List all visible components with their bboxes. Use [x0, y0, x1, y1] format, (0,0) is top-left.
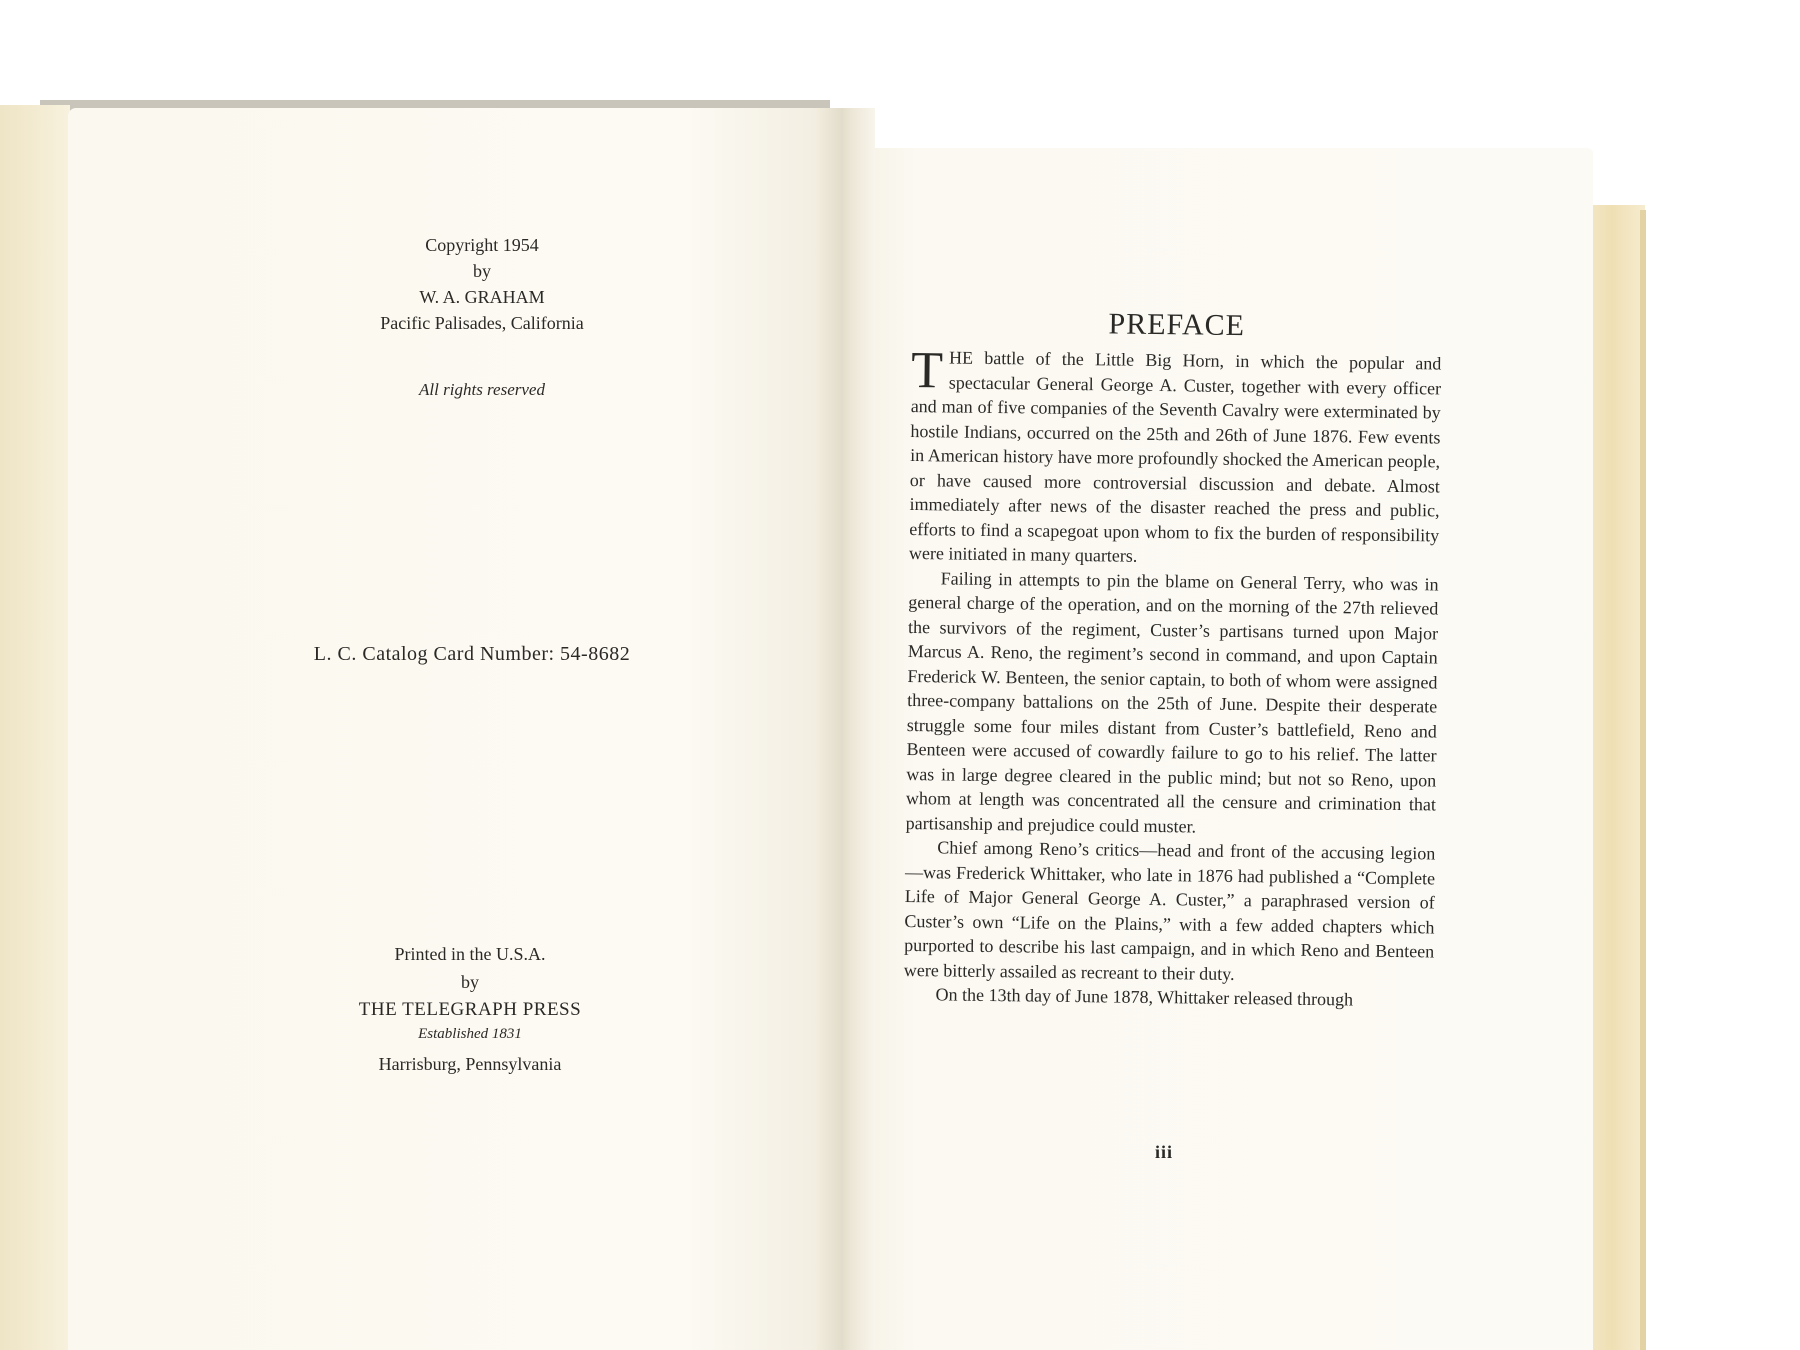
author-location: Pacific Palisades, California [380, 313, 584, 333]
rights-reserved: All rights reserved [419, 380, 545, 399]
preface-paragraph: On the 13th day of June 1878, Whittaker released through [935, 984, 1354, 1010]
preface-paragraph [908, 341, 1442, 572]
book-gutter [815, 108, 875, 1350]
press-city: Harrisburg, Pennsylvania [378, 1054, 562, 1074]
preface-section [903, 305, 1442, 1013]
catalog-card-number: L. C. Catalog Card Number: 54-8682 [313, 643, 631, 665]
preface-paragraph-text: HE battle of the Little Big Horn, in which the popular and spectacular General George A. Custer, together with every officer and man of five companies of the Seventh Cavalry were exterminated by hostile Indians, occurred on the 25th and 26th of June 1876. Few events in American history have more profoundly shocked the American people, or have caused more controversial discussion and debate. Almost immediately after news of the disaster reached the press and public, efforts to find a scapegoat upon whom to fix the burden of responsibility were initiated in many quarters. [908, 347, 1442, 566]
author-name: W. A. GRAHAM [419, 287, 545, 307]
book-board-edge [1640, 210, 1646, 1350]
press-established: Established 1831 [418, 1026, 522, 1042]
copyright-line: Copyright 1954 [425, 235, 539, 255]
book-cover-right-edge [1590, 205, 1645, 1350]
preface-body [903, 341, 1442, 1013]
drop-cap: T [910, 341, 944, 400]
preface-paragraph: Failing in attempts to pin the blame on General Terry, who was in general charge of the operation, and on the morning of the 27th relieved the survivors of the regiment, Custer’s partisans turned upon Major Marcus A. Reno, the regiment’s second in command, and upon Captain Frederick W. Benteen, the senior captain, to both of whom were assigned three-company battalions on the 25th of June. Despite their desperate struggle some four miles distant from Custer’s battlefield, Reno and Benteen were accused of cowardly failure to go to his relief. The latter was in large degree cleared in the public mind; but not so Reno, upon whom at length was concentrated all the censure and crimination that partisanship and prejudice could muster. [905, 567, 1439, 837]
printed-by: by [461, 972, 479, 992]
preface-title: PREFACE [1108, 307, 1246, 343]
printer-block [220, 940, 720, 1078]
copyright-block [232, 232, 732, 336]
printed-in: Printed in the U.S.A. [394, 944, 546, 964]
book-cover-left-edge [0, 105, 70, 1350]
press-name: THE TELEGRAPH PRESS [358, 999, 582, 1020]
preface-paragraph: Chief among Reno’s critics—head and front of the accusing legion—was Frederick Whittaker, who late in 1876 had published a “Complete Life of Major General George A. Custer,” a paraphrased version of Custer’s own “Life on the Plains,” with a few added chapters which purported to describe his last campaign, and in which Reno and Benteen were bitterly assailed as recreant to their duty. [903, 837, 1436, 984]
page-number: iii [1155, 1142, 1174, 1162]
copyright-by: by [473, 261, 491, 281]
